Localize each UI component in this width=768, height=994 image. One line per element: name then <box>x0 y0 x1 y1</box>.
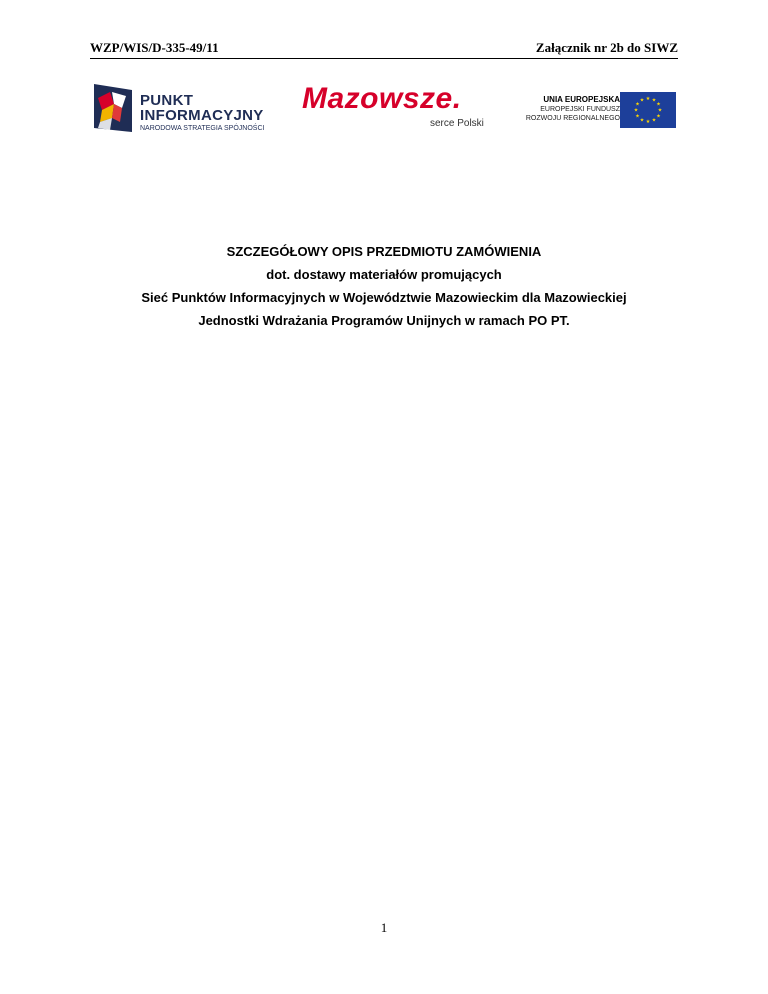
mazowsze-subtitle: serce Polski <box>430 118 484 129</box>
document-reference: WZP/WIS/D-335-49/11 <box>90 40 219 55</box>
svg-text:★: ★ <box>651 117 657 124</box>
svg-text:★: ★ <box>645 119 651 125</box>
logo-banner <box>92 80 678 138</box>
svg-text:★: ★ <box>645 96 651 102</box>
svg-text:★: ★ <box>657 107 663 114</box>
punkt-line1: PUNKT <box>140 92 194 109</box>
svg-text:★: ★ <box>633 107 639 114</box>
nss-flag-icon <box>92 82 136 136</box>
eu-stars-icon <box>620 92 676 128</box>
title-line3: Sieć Punktów Informacyjnych w Województwie Mazowieckim dla Mazowieckiej <box>141 290 627 305</box>
page-number: 1 <box>380 920 388 935</box>
punkt-informacyjny-logo <box>92 80 282 138</box>
svg-text:★: ★ <box>639 97 645 104</box>
eu-line2: EUROPEJSKI FUNDUSZ <box>540 106 620 113</box>
eu-logo <box>512 90 678 130</box>
mazowsze-wordmark: Mazowsze. <box>302 82 462 115</box>
eu-line3: ROZWOJU REGIONALNEGO <box>525 115 620 122</box>
document-title <box>60 240 708 332</box>
eu-flag-icon <box>620 92 676 128</box>
title-line4: Jednostki Wdrażania Programów Unijnych w ramach PO PT. <box>198 313 570 328</box>
attachment-label: Załącznik nr 2b do SIWZ <box>535 40 678 55</box>
punkt-line3: NARODOWA STRATEGIA SPÓJNOŚCI <box>140 125 265 132</box>
eu-line1: UNIA EUROPEJSKA <box>543 95 620 104</box>
svg-text:★: ★ <box>656 113 661 120</box>
svg-text:★: ★ <box>635 113 640 120</box>
svg-text:★: ★ <box>635 101 640 108</box>
page-header <box>90 40 678 59</box>
svg-text:★: ★ <box>639 117 645 124</box>
svg-text:★: ★ <box>656 101 661 108</box>
mazowsze-logo <box>302 80 492 138</box>
title-line1: SZCZEGÓŁOWY OPIS PRZEDMIOTU ZAMÓWIENIA <box>226 244 542 259</box>
title-line2: dot. dostawy materiałów promujących <box>266 267 502 282</box>
punkt-line2: INFORMACYJNY <box>140 107 264 124</box>
svg-text:★: ★ <box>651 97 657 104</box>
